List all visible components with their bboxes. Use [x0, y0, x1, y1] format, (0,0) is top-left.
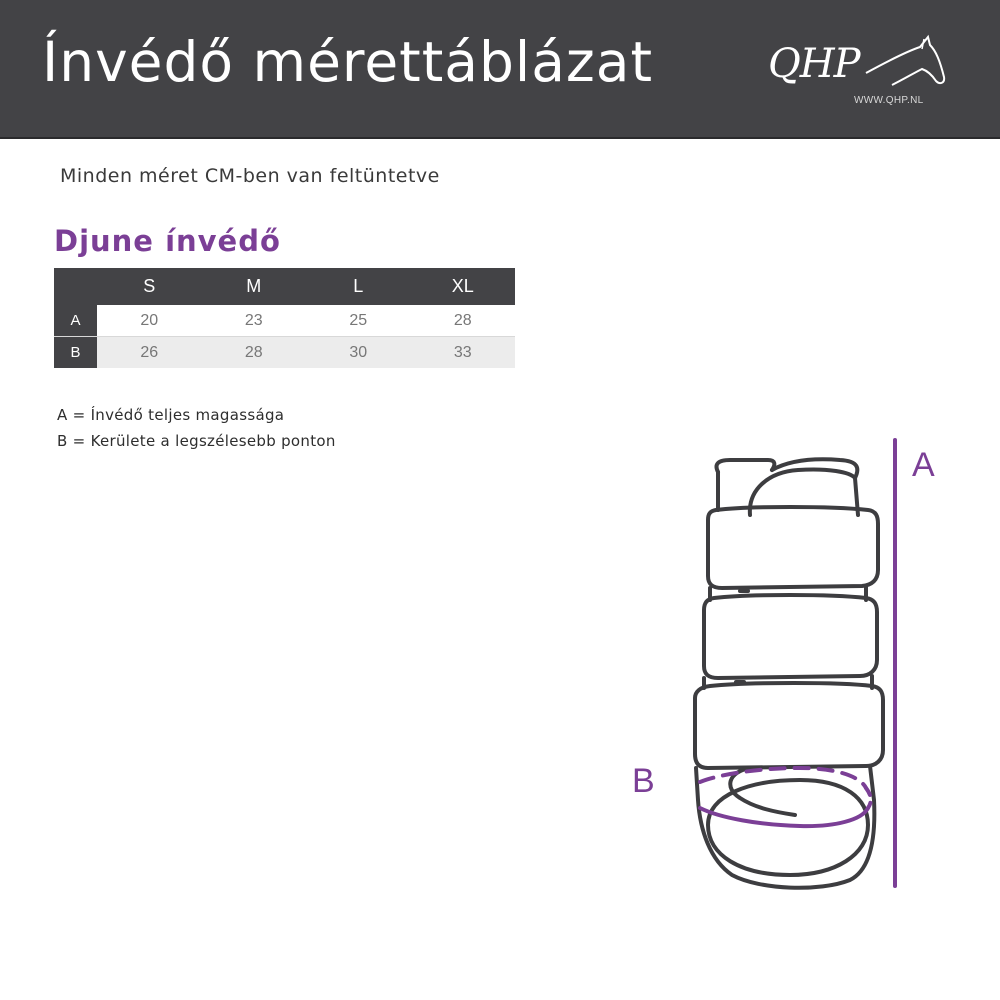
table-cell: 33 — [453, 343, 472, 361]
boot-illustration — [600, 420, 980, 900]
note-b: B = Kerülete a legszélesebb ponton — [57, 432, 336, 450]
label-a: A — [912, 446, 935, 484]
column-header: S — [143, 276, 156, 296]
header-bar — [0, 0, 1000, 139]
table-cell: 25 — [349, 311, 368, 329]
table-row — [54, 337, 515, 368]
table-header-row — [54, 268, 515, 305]
note-a: A = Ínvédő teljes magassága — [57, 406, 285, 424]
table-cell: 28 — [453, 311, 472, 329]
units-note: Minden méret CM-ben van feltüntetve — [60, 165, 440, 187]
page-title: Ínvédő mérettáblázat — [42, 30, 654, 94]
column-header: M — [246, 276, 262, 296]
table-row — [54, 305, 515, 337]
table-cell: 23 — [244, 311, 263, 329]
table-cell: 20 — [140, 311, 159, 329]
size-table — [54, 268, 515, 368]
logo-url: WWW.QHP.NL — [854, 95, 924, 106]
horse-head-icon — [858, 33, 948, 95]
boot-diagram — [600, 420, 980, 900]
table-corner — [54, 268, 97, 305]
row-header: B — [54, 337, 97, 368]
row-header: A — [54, 305, 97, 336]
legend-notes — [57, 402, 336, 454]
product-title: Djune ínvédő — [54, 224, 281, 258]
column-header: L — [353, 276, 364, 296]
brand-logo — [768, 33, 953, 113]
label-b: B — [632, 762, 655, 800]
column-header: XL — [451, 276, 474, 296]
table-cell: 30 — [349, 343, 368, 361]
table-cell: 28 — [244, 343, 263, 361]
table-cell: 26 — [140, 343, 159, 361]
logo-text: QHP — [768, 41, 860, 87]
